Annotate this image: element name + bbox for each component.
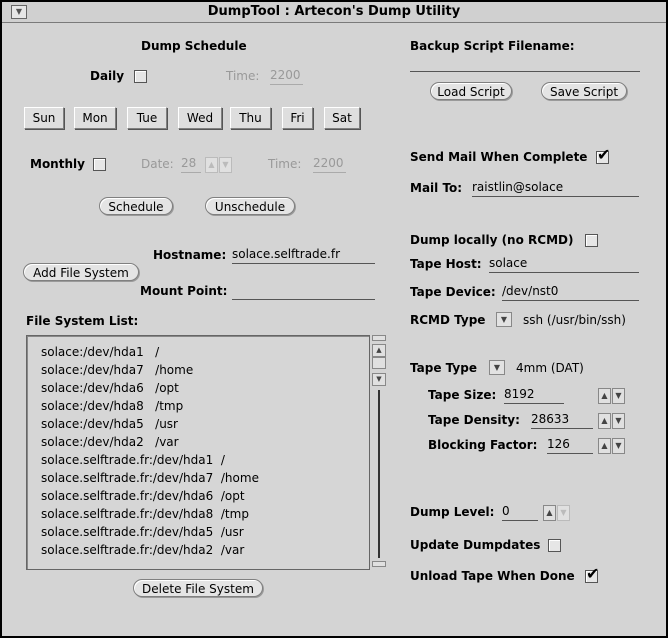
- dump-locally-label: Dump locally (no RCMD): [410, 233, 574, 247]
- dump-schedule-heading: Dump Schedule: [141, 39, 247, 53]
- schedule-button[interactable]: Schedule: [99, 197, 173, 215]
- tape-type-label: Tape Type: [410, 361, 477, 375]
- scrollbar-top-cap[interactable]: [372, 335, 386, 341]
- backup-script-field[interactable]: [410, 55, 640, 72]
- tape-size-decrement-icon[interactable]: ▼: [612, 388, 625, 404]
- tape-device-field[interactable]: /dev/nst0: [502, 284, 639, 301]
- mount-point-label: Mount Point:: [140, 284, 228, 298]
- blocking-factor-label: Blocking Factor:: [428, 438, 538, 452]
- daily-time-field[interactable]: 2200: [270, 68, 303, 85]
- monthly-date-field[interactable]: 28: [181, 156, 201, 173]
- list-item[interactable]: solace.selftrade.fr:/dev/hda1 /: [41, 453, 225, 467]
- rcmd-type-value: ssh (/usr/bin/ssh): [523, 313, 626, 327]
- tape-density-label: Tape Density:: [428, 413, 520, 427]
- mail-to-field[interactable]: raistlin@solace: [472, 180, 639, 197]
- unschedule-button[interactable]: Unschedule: [205, 197, 295, 215]
- list-item[interactable]: solace.selftrade.fr:/dev/hda8 /tmp: [41, 507, 249, 521]
- add-file-system-button[interactable]: Add File System: [23, 263, 139, 281]
- list-item[interactable]: solace:/dev/hda6 /opt: [41, 381, 179, 395]
- backup-script-label: Backup Script Filename:: [410, 39, 575, 53]
- list-item[interactable]: solace:/dev/hda7 /home: [41, 363, 194, 377]
- scroll-up-icon[interactable]: ▲: [372, 344, 386, 357]
- day-button-wed[interactable]: Wed: [178, 107, 222, 129]
- dump-level-decrement-icon[interactable]: ▼: [557, 505, 570, 521]
- day-button-sun[interactable]: Sun: [24, 107, 64, 129]
- hostname-label: Hostname:: [153, 248, 227, 262]
- delete-file-system-button[interactable]: Delete File System: [133, 579, 263, 597]
- rcmd-type-label: RCMD Type: [410, 313, 486, 327]
- daily-label: Daily: [90, 69, 125, 83]
- scrollbar-bottom-cap[interactable]: [372, 561, 386, 567]
- mail-to-label: Mail To:: [410, 181, 463, 195]
- monthly-time-label: Time:: [268, 157, 302, 171]
- list-item[interactable]: solace:/dev/hda5 /usr: [41, 417, 178, 431]
- scrollbar-thumb[interactable]: [372, 357, 386, 369]
- tape-density-decrement-icon[interactable]: ▼: [612, 413, 625, 429]
- day-button-sat[interactable]: Sat: [324, 107, 360, 129]
- title-bar: [2, 2, 666, 23]
- list-item[interactable]: solace.selftrade.fr:/dev/hda2 /var: [41, 543, 245, 557]
- daily-checkbox[interactable]: [134, 70, 147, 83]
- list-item[interactable]: solace.selftrade.fr:/dev/hda6 /opt: [41, 489, 245, 503]
- blocking-factor-increment-icon[interactable]: ▲: [598, 438, 611, 454]
- monthly-date-label: Date:: [141, 157, 174, 171]
- list-item[interactable]: solace:/dev/hda8 /tmp: [41, 399, 184, 413]
- tape-type-value: 4mm (DAT): [516, 361, 584, 375]
- file-system-list-label: File System List:: [26, 314, 139, 328]
- monthly-checkbox[interactable]: [93, 158, 106, 171]
- tape-density-field[interactable]: 28633: [531, 412, 593, 429]
- unload-tape-check-icon: ✔: [586, 564, 600, 583]
- day-button-fri[interactable]: Fri: [282, 107, 313, 129]
- dump-level-field[interactable]: 0: [502, 504, 538, 521]
- load-script-button[interactable]: Load Script: [430, 82, 512, 100]
- scrollbar-track[interactable]: [378, 390, 380, 558]
- list-item[interactable]: solace:/dev/hda2 /var: [41, 435, 179, 449]
- tape-size-increment-icon[interactable]: ▲: [598, 388, 611, 404]
- dump-level-label: Dump Level:: [410, 505, 495, 519]
- dump-level-increment-icon[interactable]: ▲: [543, 505, 556, 521]
- tape-device-label: Tape Device:: [410, 285, 496, 299]
- file-system-list[interactable]: [26, 335, 370, 570]
- day-button-mon[interactable]: Mon: [74, 107, 116, 129]
- window-menu-icon[interactable]: ▼: [11, 5, 27, 19]
- list-item[interactable]: solace.selftrade.fr:/dev/hda5 /usr: [41, 525, 244, 539]
- tape-size-label: Tape Size:: [428, 388, 497, 402]
- update-dumpdates-label: Update Dumpdates: [410, 538, 541, 552]
- monthly-date-increment-icon[interactable]: ▲: [205, 157, 218, 173]
- tape-type-menu-icon[interactable]: ▼: [489, 360, 505, 375]
- dump-locally-checkbox[interactable]: [585, 234, 598, 247]
- send-mail-label: Send Mail When Complete: [410, 150, 588, 164]
- update-dumpdates-checkbox[interactable]: [548, 539, 561, 552]
- monthly-time-field[interactable]: 2200: [313, 156, 346, 173]
- monthly-date-decrement-icon[interactable]: ▼: [219, 157, 232, 173]
- list-item[interactable]: solace.selftrade.fr:/dev/hda7 /home: [41, 471, 259, 485]
- monthly-label: Monthly: [30, 157, 85, 171]
- send-mail-check-icon: ✔: [597, 145, 611, 164]
- tape-density-increment-icon[interactable]: ▲: [598, 413, 611, 429]
- day-button-thu[interactable]: Thu: [230, 107, 271, 129]
- hostname-field[interactable]: solace.selftrade.fr: [232, 247, 375, 264]
- list-item[interactable]: solace:/dev/hda1 /: [41, 345, 160, 359]
- scroll-down-icon[interactable]: ▼: [372, 373, 386, 386]
- dumptool-window: [2, 2, 666, 636]
- window-title: DumpTool : Artecon's Dump Utility: [207, 4, 461, 19]
- tape-host-field[interactable]: solace: [489, 256, 639, 273]
- tape-host-label: Tape Host:: [410, 257, 482, 271]
- save-script-button[interactable]: Save Script: [541, 82, 627, 100]
- day-button-tue[interactable]: Tue: [127, 107, 167, 129]
- mount-point-field[interactable]: [232, 283, 375, 300]
- unload-tape-label: Unload Tape When Done: [410, 569, 575, 583]
- daily-time-label: Time:: [226, 69, 260, 83]
- blocking-factor-decrement-icon[interactable]: ▼: [612, 438, 625, 454]
- rcmd-type-menu-icon[interactable]: ▼: [496, 312, 512, 327]
- blocking-factor-field[interactable]: 126: [547, 437, 593, 454]
- list-scrollbar[interactable]: [372, 335, 386, 569]
- tape-size-field[interactable]: 8192: [504, 387, 564, 404]
